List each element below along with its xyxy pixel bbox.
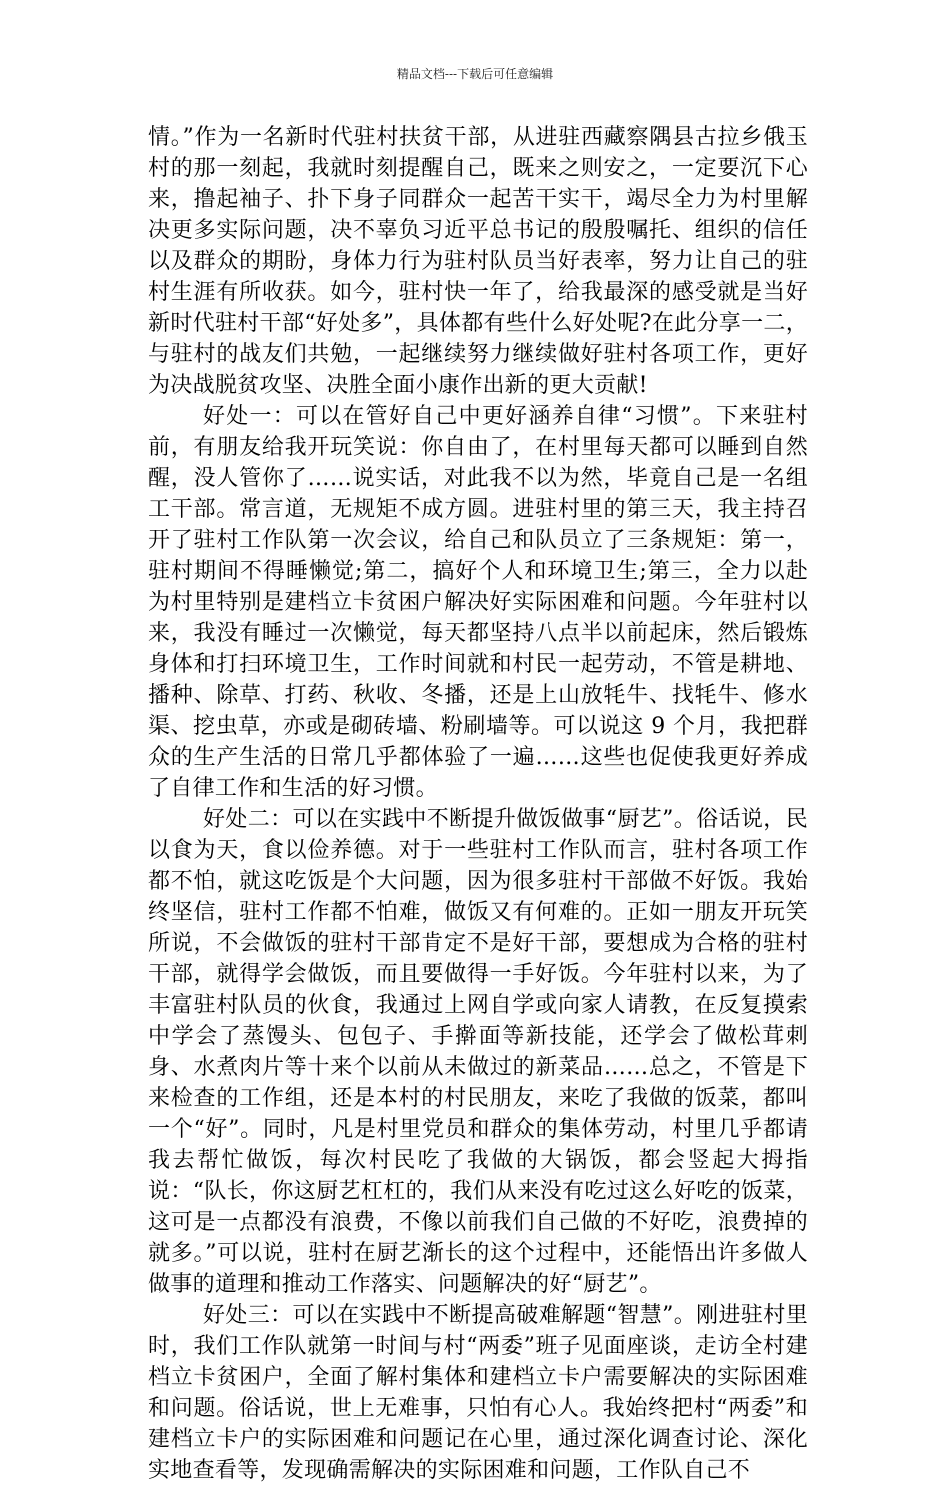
paragraph-3: 好处二：可以在实践中不断提升做饭做事“厨艺”。俗话说，民以食为天，食以俭养德。对于一些驻村工作队而言，驻村各项工作都不怕，就这吃饭是个大问题，因为很多驻村干部做不好饭。我始终坚信，驻村工作都不怕难，做饭又有何难的。正如一朋友开玩笑所说，不会做饭的驻村干部肯定不是好干部，要想成为合格的驻村干部，就得学会做饭，而且要做得一手好饭。今年驻村以来，为了丰富驻村队员的伙食，我通过上网自学或向家人请教，在反复摸索中学会了蒸馒头、包包子、手擀面等新技能，还学会了做松茸刺身、水煮肉片等十来个以前从未做过的新菜品……总之，不管是下来检查的工作组，还是本村的村民朋友，来吃了我做的饭菜，都叫一个“好”。同时，凡是村里党员和群众的集体劳动，村里几乎都请我去帮忙做饭，每次村民吃了我做的大锅饭，都会竖起大拇指说：“队长，你这厨艺杠杠的，我们从来没有吃过这么好吃的饭菜，这可是一点都没有浪费，不像以前我们自己做的不好吃，浪费掉的就多。”可以说，驻村在厨艺渐长的这个过程中，还能悟出许多做人做事的道理和推动工作落实、问题解决的好“厨艺”。 <box>148 807 808 1297</box>
paragraph-4: 好处三：可以在实践中不断提高破难解题“智慧”。刚进驻村里时，我们工作队就第一时间与村“两委”班子见面座谈，走访全村建档立卡贫困户，全面了解村集体和建档立卡户需要解决的实际困难和问题。俗话说，世上无难事，只怕有心人。我始终把村“两委”和建档立卡户的实际困难和问题记在心里，通过深化调查讨论、深化实地查看等，发现确需解决的实际困难和问题，工作队自己不 <box>148 1303 808 1483</box>
paragraph-2: 好处一：可以在管好自己中更好涵养自律“习惯”。下来驻村前，有朋友给我开玩笑说：你自由了，在村里每天都可以睡到自然醒，没人管你了……说实话，对此我不以为然，毕竟自己是一名组工干部。常言道，无规矩不成方圆。进驻村里的第三天，我主持召开了驻村工作队第一次会议，给自己和队员立了三条规矩：第一，驻村期间不得睡懒觉;第二，搞好个人和环境卫生;第三，全力以赴为村里特别是建档立卡贫困户解决好实际困难和问题。今年驻村以来，我没有睡过一次懒觉，每天都坚持八点半以前起床，然后锻炼身体和打扫环境卫生，工作时间就和村民一起劳动，不管是耕地、播种、除草、打药、秋收、冬播，还是上山放牦牛、找牦牛、修水渠、挖虫草，亦或是砌砖墙、粉刷墙等。可以说这 9 个月，我把群众的生产生活的日常几乎都体验了一遍……这些也促使我更好养成了自律工作和生活的好习惯。 <box>148 404 808 801</box>
paragraph-1: 情。”作为一名新时代驻村扶贫干部，从进驻西藏察隅县古拉乡俄玉村的那一刻起，我就时刻提醒自己，既来之则安之，一定要沉下心来，撸起袖子、扑下身子同群众一起苦干实干，竭尽全力为村里解决更多实际问题，决不辜负习近平总书记的殷殷嘱托、组织的信任以及群众的期盼，身体力行为驻村队员当好表率，努力让自己的驻村生涯有所收获。如今，驻村快一年了，给我最深的感受就是当好新时代驻村干部“好处多”，具体都有些什么好处呢?在此分享一二，与驻村的战友们共勉，一起继续努力继续做好驻村各项工作，更好为决战脱贫攻坚、决胜全面小康作出新的更大贡献! <box>148 125 808 398</box>
document-body <box>148 122 808 1486</box>
page-header: 精品文档---下载后可任意编辑 <box>396 67 554 81</box>
